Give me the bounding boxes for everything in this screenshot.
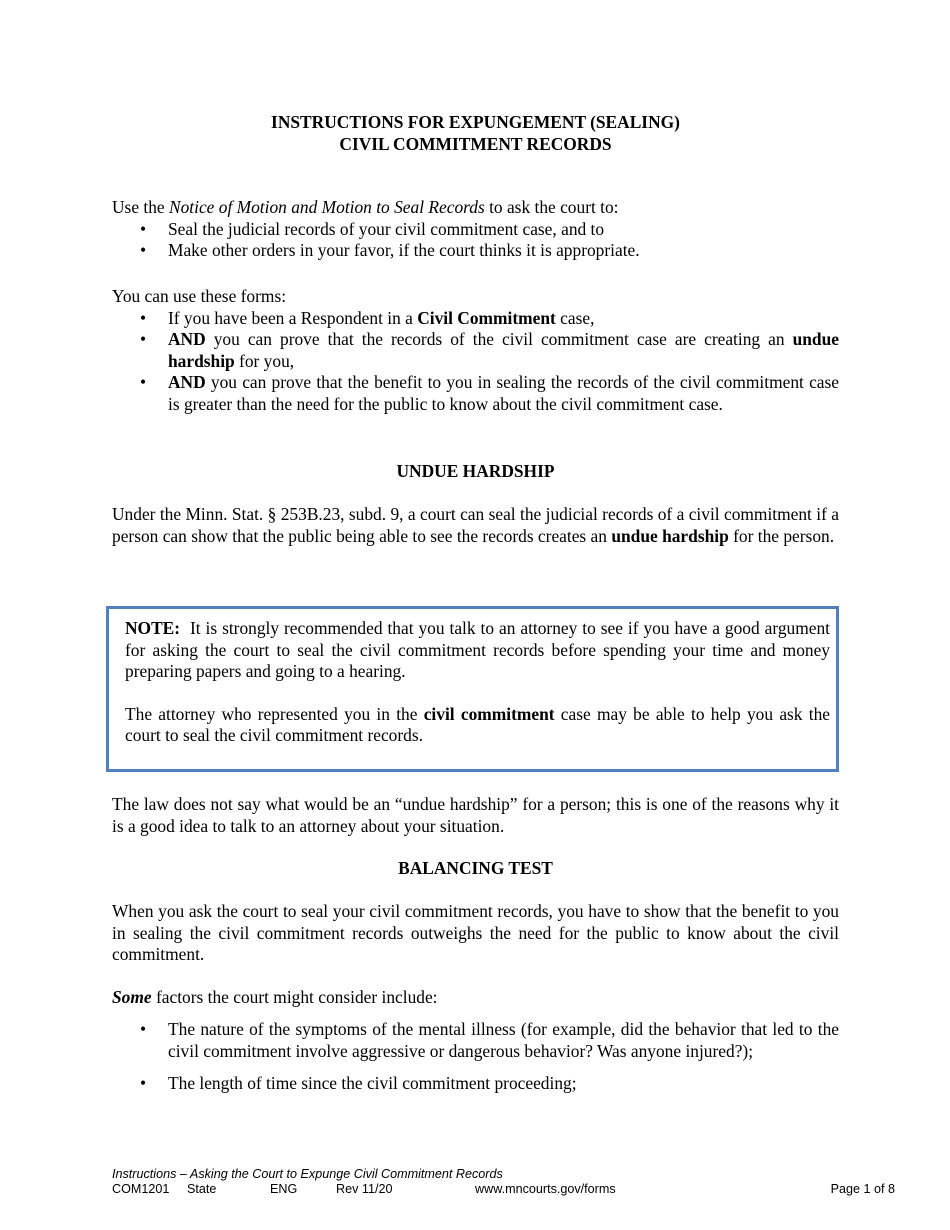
note-strong: civil commitment (423, 703, 555, 724)
intro-lead-text-b: to ask the court to: (484, 197, 619, 217)
page-number: Page 1 of 8 (830, 1182, 895, 1196)
balancing-test-heading: BALANCING TEST (398, 858, 553, 878)
undue-text-a: Under the Minn. Stat. § 253B.23, subd. 9, a court can seal the judicial records of a civil commitment if a person can show that the public being able to see the records creates an (112, 504, 839, 546)
title-line-2: CIVIL COMMITMENT RECORDS (339, 133, 612, 154)
undue-hardship-paragraph (112, 504, 839, 547)
forms-b2-text-b: for you, (234, 350, 295, 371)
form-scope: State (187, 1182, 217, 1196)
balancing-text: When you ask the court to seal your civil commitment records, you have to show that the benefit to you in sealing the civil commitment records outweighs the need for the public to know about the civil commitment. (112, 901, 839, 965)
undue-text-b: for the person. (728, 525, 835, 546)
form-revision: Rev 11/20 (336, 1182, 393, 1196)
forms-b1-text-b: case, (555, 307, 595, 328)
intro-lead (112, 197, 839, 219)
forms-section (112, 286, 839, 416)
list-item: • The length of time since the civil commitment proceeding; (112, 1073, 839, 1095)
form-id: COM1201 (112, 1182, 170, 1196)
form-language: ENG (270, 1182, 298, 1196)
list-item: • Make other orders in your favor, if the court thinks it is appropriate. (112, 240, 839, 262)
list-item (112, 372, 839, 415)
balancing-paragraph (112, 901, 839, 966)
forms-b1-strong: Civil Commitment (417, 307, 556, 328)
intro-list (112, 219, 839, 262)
footer-meta (112, 1182, 895, 1197)
page-title (112, 112, 839, 155)
footer-title: Instructions – Asking the Court to Expunge Civil Commitment Records (112, 1167, 503, 1181)
forms-b3-text: you can prove that the benefit to you in sealing the records of the civil commitment case is greater than the need for the public to know about the civil commitment case. (168, 372, 839, 414)
form-name: Notice of Motion and Motion to Seal Records (169, 197, 485, 217)
factors-text-b: factors the court might consider include: (151, 987, 438, 1007)
law-paragraph (112, 794, 839, 837)
undue-strong: undue hardship (611, 525, 729, 546)
note-label: NOTE: (125, 618, 181, 638)
forms-b1-text-a: If you have been a Respondent in a (168, 307, 418, 328)
title-line-1: INSTRUCTIONS FOR EXPUNGEMENT (SEALING) (271, 112, 680, 132)
factors-em: Some (112, 987, 152, 1007)
factors-text (112, 987, 839, 1009)
list-item: • Seal the judicial records of your civil commitment case, and to (112, 219, 839, 241)
note-text-1: It is strongly recommended that you talk to an attorney to see if you have a good argument for asking the court to seal the civil commitment records before spending your time and money preparing papers and going to a hearing. (125, 618, 835, 682)
forms-list (112, 308, 839, 416)
page-footer (112, 1167, 895, 1197)
forms-lead: You can use these forms: (112, 286, 287, 306)
factors-list (112, 1019, 839, 1095)
forms-b2-text-a: you can prove that the records of the civil commitment case are creating an (205, 329, 793, 350)
undue-hardship-heading: UNDUE HARDSHIP (396, 461, 555, 481)
forms-b3-strong: AND (168, 372, 206, 393)
note-box (106, 606, 839, 772)
factors-ul (112, 1019, 839, 1095)
forms-url: www.mncourts.gov/forms (475, 1182, 616, 1196)
list-item (112, 329, 839, 372)
intro-lead-text-a: Use the (112, 197, 169, 217)
law-text: The law does not say what would be an “undue hardship” for a person; this is one of the reasons why it is a good idea to talk to an attorney about your situation. (112, 794, 839, 836)
forms-b2-strong2: undue hardship (168, 329, 839, 371)
note-paragraph-1 (125, 618, 835, 683)
forms-b2-strong: AND (168, 329, 206, 350)
undue-hardship-text (112, 504, 839, 547)
intro-section (112, 197, 839, 262)
note-content (125, 618, 835, 747)
note-paragraph-2 (125, 704, 830, 747)
list-item: • The nature of the symptoms of the mental illness (for example, did the behavior that led to the civil commitment involve aggressive or dangerous behavior? Was anyone injured?); (112, 1019, 839, 1062)
list-item (112, 308, 839, 330)
factors-lead (112, 987, 839, 1009)
note-text-2a: The attorney who represented you in the (125, 703, 424, 724)
note-text-2b: case may be able to help you ask the court to seal the civil commitment records. (125, 703, 830, 746)
